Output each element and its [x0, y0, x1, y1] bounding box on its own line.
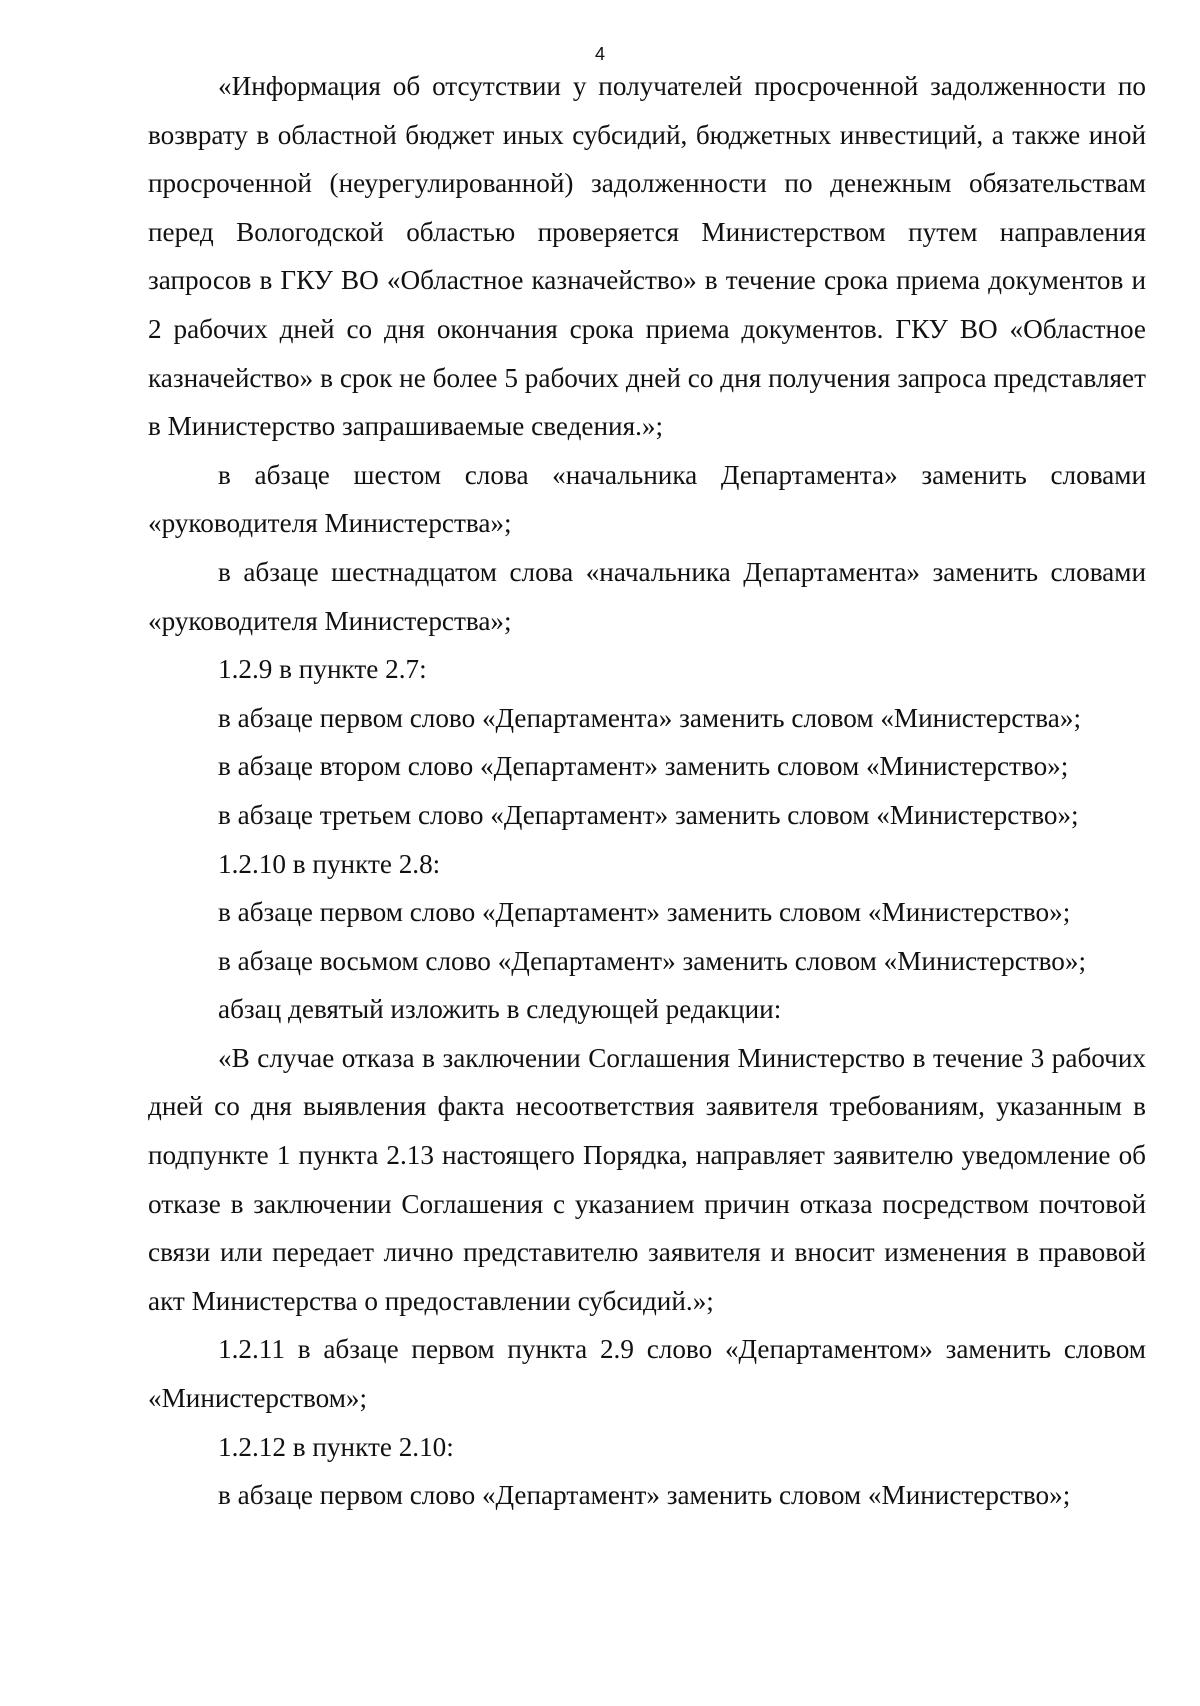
paragraph-first-clause-2-8: в абзаце первом слово «Департамент» заменить словом «Министерство»;	[218, 897, 1071, 928]
document-body	[148, 62, 1146, 1520]
paragraph-third-clause-2-7: в абзаце третьем слово «Департамент» заменить словом «Министерство»;	[218, 799, 1079, 830]
paragraph-sixth-clause: в абзаце шестом слова «начальника Департамента» заменить словами «руководителя Министерства»;	[148, 459, 1146, 539]
paragraph-eighth-clause-2-8: в абзаце восьмом слово «Департамент» заменить словом «Министерство»;	[218, 945, 1087, 976]
paragraph-item-1-2-11: 1.2.11 в абзаце первом пункта 2.9 слово «Департаментом» заменить словом «Министерством»;	[148, 1334, 1146, 1414]
paragraph-item-1-2-9: 1.2.9 в пункте 2.7:	[218, 654, 427, 685]
paragraph-first-clause-2-10: в абзаце первом слово «Департамент» заменить словом «Министерство»;	[218, 1480, 1071, 1511]
paragraph-second-clause-2-7: в абзаце втором слово «Департамент» заменить словом «Министерство»;	[218, 751, 1069, 782]
paragraph-first-clause-2-7: в абзаце первом слово «Департамента» заменить словом «Министерства»;	[218, 702, 1082, 733]
paragraph-sixteenth-clause: в абзаце шестнадцатом слова «начальника Департамента» заменить словами «руководителя Министерства»;	[148, 556, 1146, 636]
paragraph-refusal-text: «В случае отказа в заключении Соглашения Министерство в течение 3 рабочих дней со дня выявления факта несоответствия заявителя требованиям, указанным в подпункте 1 пункта 2.13 настоящего Порядка, направляет заявителю уведомление об отказе в заключении Соглашения с указанием причин отказа посредством почтовой связи или передает лично представителю заявителя и вносит изменения в правовой акт Министерства о предоставлении субсидий.»;	[148, 1042, 1146, 1316]
paragraph-item-1-2-10: 1.2.10 в пункте 2.8:	[218, 848, 441, 879]
paragraph-treasury-info: «Информация об отсутствии у получателей просроченной задолженности по возврату в областной бюджет иных субсидий, бюджетных инвестиций, а также иной просроченной (неурегулированной) задолженности по денежным обязательствам перед Вологодской областью проверяется Министерством путем направления запросов в ГКУ ВО «Областное казначейство» в течение срока приема документов и 2 рабочих дней со дня окончания срока приема документов. ГКУ ВО «Областное казначейство» в срок не более 5 рабочих дней со дня получения запроса представляет в Министерство запрашиваемые сведения.»;	[148, 71, 1146, 442]
page-number: 4	[594, 44, 605, 64]
paragraph-ninth-clause-intro: абзац девятый изложить в следующей редакции:	[218, 994, 782, 1025]
paragraph-item-1-2-12: 1.2.12 в пункте 2.10:	[218, 1431, 454, 1462]
